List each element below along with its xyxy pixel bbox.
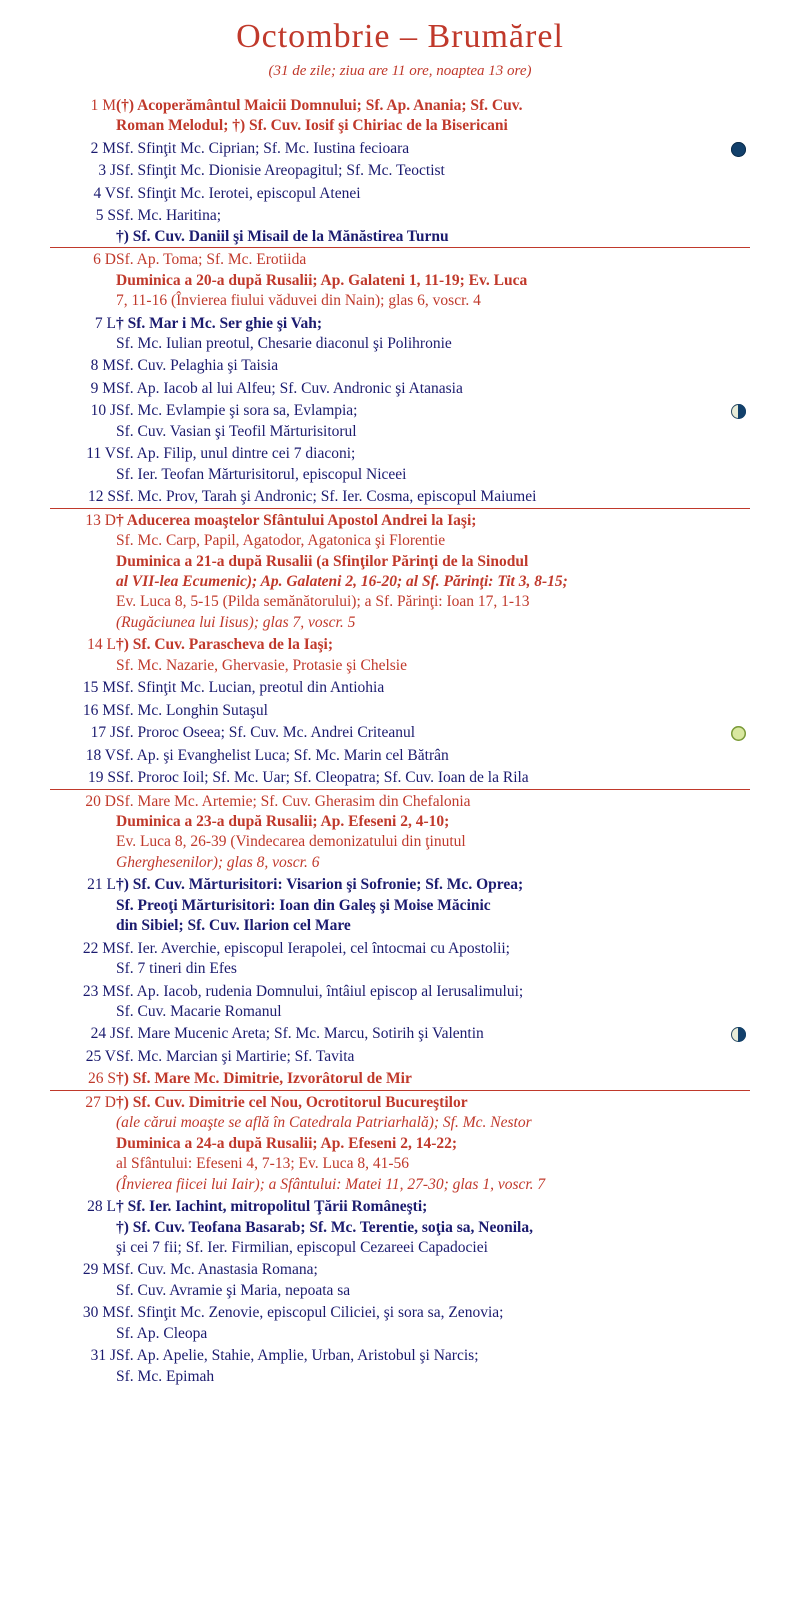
moon-phase-empty xyxy=(726,744,750,766)
entry-line: Sf. Mare Mucenic Areta; Sf. Mc. Marcu, Sotirih şi Valentin xyxy=(116,1025,484,1043)
table-row xyxy=(50,508,750,633)
table-row xyxy=(50,485,750,508)
entry-text xyxy=(116,633,726,676)
entry-text xyxy=(116,1258,726,1301)
entry-line: Sf. Mc. Iulian preotul, Chesarie diaconul şi Polihronie xyxy=(116,334,452,352)
day-label: 18 V xyxy=(85,746,116,764)
table-row xyxy=(50,873,750,936)
table-row xyxy=(50,721,750,743)
moon-phase-empty xyxy=(726,159,750,181)
entry-line: †) Sf. Cuv. Parascheva de la Iaşi; xyxy=(116,636,333,654)
entry-line: Sf. Ap. Iacob, rudenia Domnului, întâiul episcop al Ierusalimului; xyxy=(116,982,524,1000)
entry-line: Sf. Mc. Haritina; xyxy=(116,207,222,225)
calendar-page xyxy=(0,18,800,1620)
moon-phase-empty xyxy=(726,1045,750,1067)
entry-line: (†) Acoperământul Maicii Domnului; Sf. Ap. Anania; Sf. Cuv. xyxy=(116,97,523,114)
entry-text xyxy=(116,137,726,159)
table-row xyxy=(50,1344,750,1387)
day-label: 14 L xyxy=(87,636,116,654)
entry-line: Sf. Proroc Oseea; Sf. Cuv. Mc. Andrei Criteanul xyxy=(116,724,416,742)
table-row xyxy=(50,789,750,873)
moon-new-icon xyxy=(726,94,750,137)
day-label: 9 M xyxy=(90,379,116,397)
table-row xyxy=(50,94,750,137)
moon-last-quarter-icon xyxy=(726,1022,750,1044)
entry-text xyxy=(116,1301,726,1344)
entry-line: Sf. Sfinţit Mc. Zenovie, episcopul Ciliciei, şi sora sa, Zenovia; xyxy=(116,1304,504,1322)
entry-text xyxy=(116,248,726,312)
entry-line: (ale cărui moaşte se află în Catedrala Patriarhală); Sf. Mc. Nestor xyxy=(116,1114,532,1132)
entry-line: Sf. Mc. Marcian şi Martirie; Sf. Tavita xyxy=(116,1047,355,1065)
entry-line: Sf. Ier. Teofan Mărturisitorul, episcopul Niceei xyxy=(116,465,407,483)
table-row xyxy=(50,1067,750,1090)
calendar-body xyxy=(50,94,750,1387)
entry-text xyxy=(116,1344,726,1387)
day-label: 29 M xyxy=(82,1261,116,1279)
entry-text xyxy=(116,508,726,633)
page-subtitle: (31 de zile; ziua are 11 ore, noaptea 13 ore) xyxy=(268,63,532,79)
entry-line: Sf. Sfinţit Mc. Ciprian; Sf. Mc. Iustina fecioara xyxy=(116,139,410,157)
entry-line: (Învierea fiicei lui Iair); a Sfântului: Matei 11, 27-30; glas 1, voscr. 7 xyxy=(116,1175,546,1193)
table-row xyxy=(50,248,750,312)
entry-line: Sf. Cuv. Macarie Romanul xyxy=(116,1003,282,1021)
moon-phase-empty xyxy=(726,442,750,485)
entry-line: Sf. Mare Mc. Artemie; Sf. Cuv. Gherasim din Chefalonia xyxy=(116,792,471,810)
entry-text xyxy=(116,1067,726,1090)
day-label: 21 L xyxy=(87,876,116,894)
table-row xyxy=(50,377,750,399)
entry-line: †) Sf. Cuv. Daniil şi Misail de la Mănăstirea Turnu xyxy=(116,227,449,245)
table-row xyxy=(50,1258,750,1301)
moon-full-icon xyxy=(731,726,746,741)
day-label: 4 V xyxy=(93,184,116,202)
day-label: 26 S xyxy=(88,1070,116,1088)
moon-phase-empty xyxy=(726,182,750,204)
table-row xyxy=(50,204,750,247)
table-row xyxy=(50,137,750,159)
table-row xyxy=(50,676,750,698)
entry-line: Sf. Ap. Toma; Sf. Mc. Erotiida xyxy=(116,251,307,269)
day-label: 19 S xyxy=(88,769,116,787)
table-row xyxy=(50,633,750,676)
moon-phase-empty xyxy=(726,485,750,508)
entry-text xyxy=(116,1090,726,1195)
entry-line: Sf. Ap. Apelie, Stahie, Amplie, Urban, Aristobul şi Narcis; xyxy=(116,1347,479,1365)
entry-text xyxy=(116,873,726,936)
entry-text xyxy=(116,354,726,376)
entry-text xyxy=(116,937,726,980)
moon-phase-empty xyxy=(726,1344,750,1387)
entry-line: Sf. Mc. Prov, Tarah şi Andronic; Sf. Ier. Cosma, episcopul Maiumei xyxy=(116,488,537,506)
entry-text xyxy=(116,182,726,204)
entry-line: al Sfântului: Efeseni 4, 7-13; Ev. Luca 8, 41-56 xyxy=(116,1155,409,1173)
entry-line: Duminica a 24-a după Rusalii; Ap. Efeseni 2, 14-22; xyxy=(116,1134,458,1152)
entry-line: Sf. Mc. Longhin Sutaşul xyxy=(116,701,268,719)
moon-phase-empty xyxy=(726,676,750,698)
moon-phase-empty xyxy=(726,766,750,789)
entry-text xyxy=(116,399,726,442)
table-row xyxy=(50,980,750,1023)
moon-phase-empty xyxy=(726,248,750,312)
table-row xyxy=(50,937,750,980)
entry-text xyxy=(116,485,726,508)
day-label: 5 S xyxy=(95,207,116,225)
day-label: 16 M xyxy=(82,701,116,719)
entry-line: Sf. Ap. Filip, unul dintre cei 7 diaconi; xyxy=(116,445,356,463)
entry-line: Sf. Preoţi Mărturisitori: Ioan din Galeş şi Moise Măcinic xyxy=(116,896,491,914)
table-row xyxy=(50,1301,750,1344)
entry-line: Duminica a 21-a după Rusalii (a Sfinţilor Părinţi de la Sinodul xyxy=(116,552,529,570)
entry-text xyxy=(116,442,726,485)
entry-text xyxy=(116,789,726,873)
day-label: 2 M xyxy=(90,139,116,157)
entry-text xyxy=(116,1045,726,1067)
moon-phase-empty xyxy=(726,873,750,936)
table-row xyxy=(50,1195,750,1258)
entry-line: al VII-lea Ecumenic); Ap. Galateni 2, 16-20; al Sf. Părinţi: Tit 3, 8-15; xyxy=(116,572,568,590)
entry-line: din Sibiel; Sf. Cuv. Ilarion cel Mare xyxy=(116,917,351,935)
entry-line: 7, 11-16 (Învierea fiului văduvei din Nain); glas 6, voscr. 4 xyxy=(116,292,481,310)
entry-line: †) Sf. Mare Mc. Dimitrie, Izvorâtorul de Mir xyxy=(116,1070,412,1088)
entry-line: (Rugăciunea lui Iisus); glas 7, voscr. 5 xyxy=(116,613,356,631)
entry-text xyxy=(116,980,726,1023)
moon-phase-empty xyxy=(726,789,750,873)
day-label: 22 M xyxy=(82,939,116,957)
day-label: 20 D xyxy=(50,789,116,873)
entry-text xyxy=(116,1195,726,1258)
moon-phase-empty xyxy=(726,312,750,355)
moon-phase-empty xyxy=(726,937,750,980)
table-row xyxy=(50,312,750,355)
entry-line: şi cei 7 fii; Sf. Ier. Firmilian, episcopul Cezareei Capadociei xyxy=(116,1239,488,1257)
table-row xyxy=(50,159,750,181)
entry-line: Sf. Cuv. Mc. Anastasia Romana; xyxy=(116,1261,318,1279)
entry-line: Sf. Sfinţit Mc. Lucian, preotul din Antiohia xyxy=(116,679,385,697)
day-label: 12 S xyxy=(88,488,116,506)
moon-phase-empty xyxy=(726,1067,750,1090)
day-label: 25 V xyxy=(85,1047,116,1065)
entry-line: †) Sf. Cuv. Dimitrie cel Nou, Ocrotitorul Bucureştilor xyxy=(116,1093,468,1111)
entry-line: Sf. Mc. Evlampie şi sora sa, Evlampia; xyxy=(116,402,358,420)
entry-line: Sf. Ap. Iacob al lui Alfeu; Sf. Cuv. Andronic şi Atanasia xyxy=(116,379,463,397)
entry-line: † Sf. Ier. Iachint, mitropolitul Ţării Româneşti; xyxy=(116,1198,428,1216)
page-title: Octombrie – Brumărel xyxy=(236,18,564,55)
entry-text xyxy=(116,312,726,355)
entry-text xyxy=(116,159,726,181)
table-row xyxy=(50,1090,750,1195)
moon-phase-empty xyxy=(726,633,750,676)
table-row xyxy=(50,1045,750,1067)
entry-line: Sf. Mc. Epimah xyxy=(116,1367,215,1385)
moon-last-quarter-icon xyxy=(731,1027,746,1042)
entry-line: Ev. Luca 8, 26-39 (Vindecarea demonizatului din ţinutul xyxy=(116,833,466,851)
moon-new-icon xyxy=(731,142,746,157)
day-label: 7 L xyxy=(94,314,116,332)
day-label: 23 M xyxy=(82,982,116,1000)
entry-line: Duminica a 23-a după Rusalii; Ap. Efeseni 2, 4-10; xyxy=(116,812,450,830)
moon-phase-empty xyxy=(726,204,750,247)
day-label: 17 J xyxy=(90,724,116,742)
moon-phase-empty xyxy=(726,699,750,721)
entry-text xyxy=(116,1022,726,1044)
entry-line: Sf. Cuv. Pelaghia şi Taisia xyxy=(116,357,279,375)
entry-line: Gherghesenilor); glas 8, voscr. 6 xyxy=(116,853,320,871)
day-label: 15 M xyxy=(82,679,116,697)
table-row xyxy=(50,699,750,721)
entry-line: Sf. Ier. Averchie, episcopul Ierapolei, cel întocmai cu Apostolii; xyxy=(116,939,510,957)
entry-line: Sf. Cuv. Avramie şi Maria, nepoata sa xyxy=(116,1281,351,1299)
day-label: 6 D xyxy=(50,248,116,312)
moon-phase-empty xyxy=(726,377,750,399)
moon-phase-empty xyxy=(726,1301,750,1344)
moon-phase-empty xyxy=(726,508,750,633)
table-row xyxy=(50,182,750,204)
day-label: 3 J xyxy=(98,162,116,180)
table-row xyxy=(50,744,750,766)
day-label: 31 J xyxy=(90,1347,116,1365)
entry-line: Sf. Sfinţit Mc. Ierotei, episcopul Atenei xyxy=(116,184,361,202)
entry-line: † Aducerea moaştelor Sfântului Apostol Andrei la Iaşi; xyxy=(116,511,477,529)
calendar-table xyxy=(50,94,750,1387)
moon-phase-empty xyxy=(726,354,750,376)
day-label: 8 M xyxy=(90,357,116,375)
entry-text xyxy=(116,377,726,399)
entry-text xyxy=(116,766,726,789)
entry-text xyxy=(116,699,726,721)
entry-line: Sf. Sfinţit Mc. Dionisie Areopagitul; Sf. Mc. Teoctist xyxy=(116,162,445,180)
entry-line: †) Sf. Cuv. Teofana Basarab; Sf. Mc. Terentie, soţia sa, Neonila, xyxy=(116,1218,533,1236)
entry-line: Roman Melodul; †) Sf. Cuv. Iosif şi Chiriac de la Bisericani xyxy=(116,117,508,135)
entry-line: Sf. Mc. Nazarie, Ghervasie, Protasie şi Chelsie xyxy=(116,656,407,674)
moon-phase-empty xyxy=(726,1195,750,1258)
table-row xyxy=(50,354,750,376)
entry-line: Sf. Ap. Cleopa xyxy=(116,1324,208,1342)
entry-line: Ev. Luca 8, 5-15 (Pilda semănătorului); a Sf. Părinţi: Ioan 17, 1-13 xyxy=(116,593,530,611)
day-label: 13 D xyxy=(50,508,116,633)
entry-line: †) Sf. Cuv. Mărturisitori: Visarion şi Sofronie; Sf. Mc. Oprea; xyxy=(116,876,524,894)
day-label: 1 M xyxy=(90,97,116,114)
entry-text xyxy=(116,204,726,247)
moon-phase-empty xyxy=(726,1258,750,1301)
entry-line: Duminica a 20-a după Rusalii; Ap. Galateni 1, 11-19; Ev. Luca xyxy=(116,271,528,289)
entry-line: † Sf. Mar i Mc. Ser ghie şi Vah; xyxy=(116,314,323,332)
moon-phase-empty xyxy=(726,980,750,1023)
table-row xyxy=(50,1022,750,1044)
day-label: 27 D xyxy=(50,1090,116,1195)
entry-text xyxy=(116,721,726,743)
day-label: 30 M xyxy=(82,1304,116,1322)
entry-line: Sf. Proroc Ioil; Sf. Mc. Uar; Sf. Cleopatra; Sf. Cuv. Ioan de la Rila xyxy=(116,769,529,787)
day-label: 28 L xyxy=(87,1198,116,1216)
table-row xyxy=(50,442,750,485)
entry-line: Sf. Ap. şi Evanghelist Luca; Sf. Mc. Marin cel Bătrân xyxy=(116,746,449,764)
day-label: 11 V xyxy=(86,445,116,463)
entry-text xyxy=(116,744,726,766)
entry-line: Sf. Mc. Carp, Papil, Agatodor, Agatonica şi Florentie xyxy=(116,532,446,550)
entry-text xyxy=(116,676,726,698)
entry-line: Sf. 7 tineri din Efes xyxy=(116,960,237,978)
table-row xyxy=(50,766,750,789)
table-row xyxy=(50,399,750,442)
moon-phase-empty xyxy=(726,1090,750,1195)
moon-first-quarter-icon xyxy=(726,399,750,442)
moon-new-icon xyxy=(726,137,750,159)
day-label: 24 J xyxy=(90,1025,116,1043)
entry-line: Sf. Cuv. Vasian şi Teofil Mărturisitorul xyxy=(116,422,357,440)
moon-first-quarter-icon xyxy=(731,404,746,419)
moon-full-icon xyxy=(726,721,750,743)
entry-text xyxy=(116,94,726,137)
day-label: 10 J xyxy=(90,402,116,420)
